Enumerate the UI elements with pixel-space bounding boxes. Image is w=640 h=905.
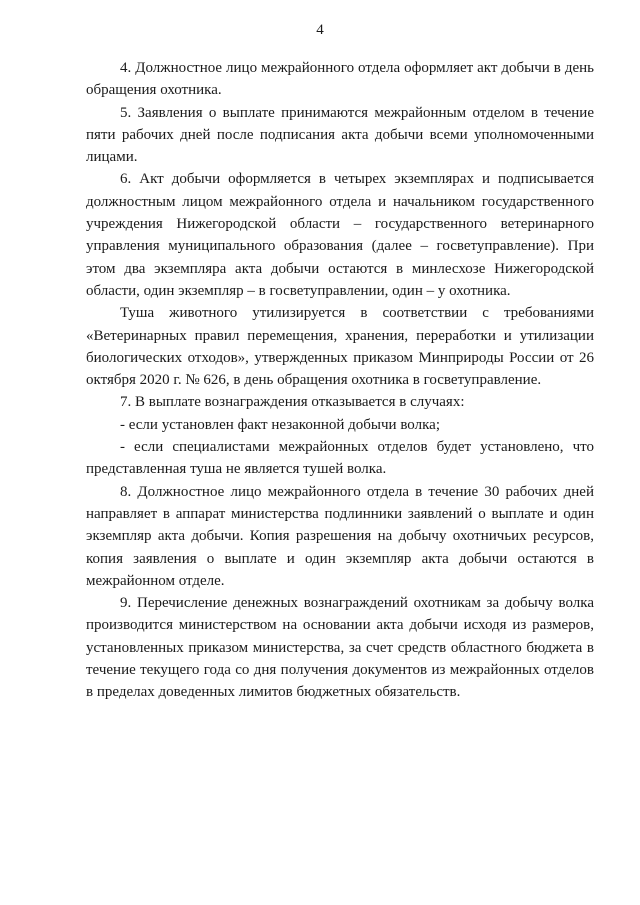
paragraph-carcass-disposal: Туша животного утилизируется в соответствии с требованиями «Ветеринарных правил перемещения, хранения, переработки и утилизации биологических отходов», утвержденных приказом Минприроды России от 26 октября 2020 г. № 626, в день обращения охотника в госветуправление.: [86, 305, 594, 389]
paragraph-4-act-registration: 4. Должностное лицо межрайонного отдела оформляет акт добычи в день обращения охотника.: [86, 60, 594, 99]
paragraph-9-reward-payment: 9. Перечисление денежных вознаграждений охотникам за добычу волка производится министерством на основании акта добычи исходя из размеров, установленных приказом министерства, за счет средств областного бюджета в течение текущего года со дня получения документов из межрайонных отделов в пределах доведенных лимитов бюджетных обязательств.: [86, 595, 594, 701]
paragraph-8-document-transfer: 8. Должностное лицо межрайонного отдела в течение 30 рабочих дней направляет в аппарат министерства подлинники заявлений о выплате и один экземпляр акта добычи. Копия разрешения на добычу охотничьих ресурсов, копия заявления о выплате и один экземпляр акта добычи остаются в межрайонном отделе.: [86, 483, 594, 589]
paragraph-7-refusal-cases: 7. В выплате вознаграждения отказывается в случаях:: [120, 394, 465, 411]
page-number: 4: [316, 22, 324, 38]
paragraph-5-payment-applications: 5. Заявления о выплате принимаются межрайонным отделом в течение пяти рабочих дней после подписания акта добычи всеми уполномоченными лицами.: [86, 104, 594, 166]
document-body: [86, 57, 594, 704]
paragraph-6-act-copies: 6. Акт добычи оформляется в четырех экземплярах и подписывается должностным лицом межрайонного отдела и начальником государственного учреждения Нижегородской области – государственного ветеринарного управления муниципального образования (далее – госветуправление). При этом два экземпляра акта добычи остаются в минлесхозе Нижегородской области, один экземпляр – в госветуправлении, один – у охотника.: [86, 171, 594, 299]
list-item-not-wolf-carcass: - если специалистами межрайонных отделов будет установлено, что представленная туша не является тушей волка.: [86, 439, 594, 478]
list-item-illegal-hunting: - если установлен факт незаконной добычи волка;: [120, 416, 440, 433]
